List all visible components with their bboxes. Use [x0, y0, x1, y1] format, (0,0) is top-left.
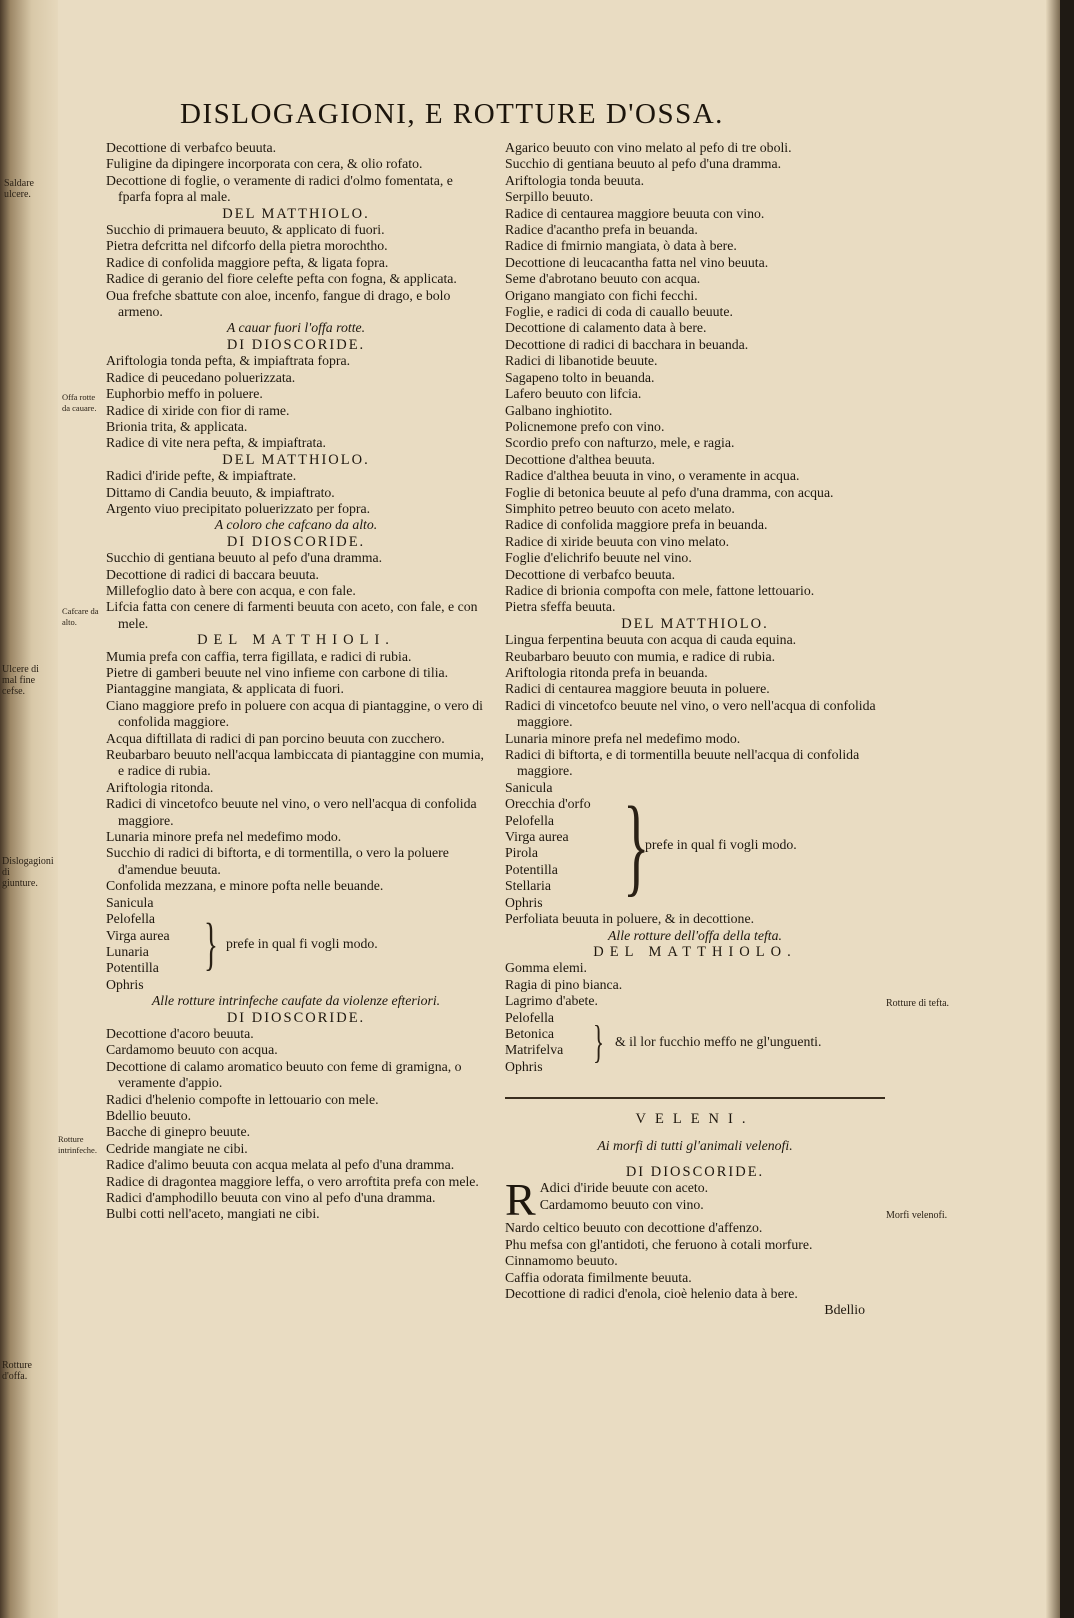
remedy-line: Argento viuo precipitato poluerizzato per fopra.: [106, 500, 371, 516]
herb-list: [505, 1010, 593, 1076]
remedy-line: Lifcia fatta con cenere di farmenti beuuta con aceto, con fale, e con mele.: [106, 599, 478, 631]
dropcap-paragraph: [505, 1174, 885, 1226]
remedy-line: Cardamomo beuuto con vino.: [539, 1196, 704, 1212]
remedy-line: Ariftologia tonda beuuta.: [505, 172, 645, 188]
remedy-line: Reubarbaro beuuto nell'acqua lambiccata di piantaggine con mumia, e radice di rubia.: [106, 747, 484, 779]
remedy-list: [106, 1026, 486, 1223]
remedy-line: Piantaggine mangiata, & applicata di fuori.: [106, 681, 344, 697]
remedy-line: Pirola: [505, 845, 538, 861]
remedy-line: Cedride mangiate ne cibi.: [106, 1140, 248, 1156]
remedy-list: [106, 550, 486, 632]
remedy-line: Pietre di gamberi beuute nel vino infieme con carbone di tilia.: [106, 665, 449, 680]
remedy-list: [505, 140, 885, 616]
herb-list: [106, 895, 204, 993]
remedy-line: Lunaria minore prefa nel medefimo modo.: [505, 730, 741, 746]
remedy-line: Radice d'althea beuuta in vino, o veramente in acqua.: [505, 468, 800, 484]
remedy-line: Serpillo beuuto.: [505, 189, 594, 205]
remedy-line: Radice di dragontea maggiore leffa, o vero arroftita prefa con mele.: [106, 1173, 479, 1189]
catchword: Bdellio: [824, 1302, 865, 1318]
remedy-line: Decottione di radici di bacchara in beuanda.: [505, 336, 749, 352]
remedy-line: Ophris: [505, 1058, 543, 1074]
remedy-list: [106, 222, 486, 320]
remedy-line: Pelofella: [505, 812, 555, 828]
remedy-line: Bacche di ginepro beuute.: [106, 1124, 251, 1140]
remedy-line: Phu mefsa con gl'antidoti, che feruono à cotali morfure.: [505, 1236, 813, 1252]
remedy-line: Radici di centaurea maggiore beuuta in poluere.: [505, 681, 770, 697]
brace-note: & il lor fucchio meffo ne gl'unguenti.: [615, 1034, 822, 1050]
remedy-line: Decottione di verbafco beuuta.: [505, 566, 676, 582]
remedy-line: Decottione di leucacantha fatta nel vino beuuta.: [505, 254, 769, 270]
remedy-line: Agarico beuuto con vino melato al pefo di tre oboli.: [505, 140, 792, 155]
remedy-line: Radici di vincetofco beuute nel vino, o vero nell'acqua di confolida maggiore.: [505, 697, 876, 730]
remedy-line: Caffia odorata fimilmente beuuta.: [505, 1269, 692, 1285]
remedy-line: Decottione d'acoro beuuta.: [106, 1025, 254, 1041]
page-edge: [1046, 0, 1060, 1618]
herb-list: [505, 780, 623, 911]
brace-glyph: }: [204, 910, 218, 976]
remedy-line: Radice di brionia compofta con mele, fattone lettouario.: [505, 582, 815, 598]
brace-note: prefe in qual fi vogli modo.: [645, 837, 797, 853]
brace-note: prefe in qual fi vogli modo.: [226, 935, 378, 951]
remedy-line: Succhio di radici di biftorta, e di tormentilla, o vero la poluere d'amendue beuuta.: [106, 845, 449, 877]
remedy-line: Matrifelva: [505, 1042, 564, 1058]
drop-capital: R: [505, 1174, 536, 1226]
remedy-line: Galbano inghiotito.: [505, 402, 613, 418]
section-heading: DEL MATTHIOLO.: [222, 451, 370, 468]
herb-brace-list: [505, 780, 885, 911]
remedy-line: Decottione di calamento data à bere.: [505, 320, 707, 336]
herb-brace-list: [505, 1010, 885, 1076]
subheading: Alle rotture intrinfeche caufate da violenze efteriori.: [151, 993, 441, 1009]
remedy-line: Radice di centaurea maggiore beuuta con vino.: [505, 205, 765, 221]
remedy-line: Radice di xiride beuuta con vino melato.: [505, 533, 730, 549]
section-heading: DEL MATTHIOLO.: [621, 615, 769, 632]
remedy-line: Lunaria minore prefa nel medefimo modo.: [106, 829, 342, 845]
right-column: [505, 140, 885, 1319]
remedy-line: Gomma elemi.: [505, 960, 587, 976]
remedy-line: Decottione di calamo aromatico beuuto con feme di gramigna, o veramente d'appio.: [106, 1058, 462, 1091]
remedy-line: Decottione di foglie, o veramente di radici d'olmo fomentata, e fparfa fopra al male.: [106, 172, 453, 205]
remedy-line: Ciano maggiore prefo in poluere con acqua di piantaggine, o vero di confolida maggiore.: [106, 697, 483, 730]
left-column: [106, 140, 486, 1223]
margin-note: Cafcare da alto.: [62, 606, 99, 627]
remedy-list: [505, 1220, 885, 1302]
remedy-line: Radice di fmirnio mangiata, ò data à bere.: [505, 238, 737, 254]
remedy-line: Brionia trita, & applicata.: [106, 418, 248, 434]
remedy-line: Radice di peucedano poluerizzata.: [106, 369, 296, 385]
remedy-line: Sagapeno tolto in beuanda.: [505, 369, 655, 385]
remedy-line: Decottione di radici di baccara beuuta.: [106, 566, 319, 582]
remedy-line: Decottione d'althea beuuta.: [505, 451, 655, 467]
remedy-line: Pietra sfeffa beuuta.: [505, 599, 616, 615]
section-rule: [505, 1097, 885, 1099]
remedy-line: Oua frefche sbattute con aloe, incenfo, fangue di drago, e bolo armeno.: [106, 287, 451, 320]
remedy-line: Ariftologia ritonda prefa in beuanda.: [505, 665, 708, 680]
remedy-line: Sanicula: [505, 779, 553, 795]
herb-brace-list: [106, 895, 486, 993]
remedy-line: Foglie, e radici di coda di cauallo beuute.: [505, 304, 733, 320]
remedy-line: Lafero beuuto con lifcia.: [505, 386, 642, 402]
remedy-line: Ariftologia tonda pefta, & impiaftrata fopra.: [106, 353, 351, 369]
remedy-list: [106, 140, 486, 206]
remedy-line: Radici d'helenio compofte in lettouario con mele.: [106, 1091, 379, 1107]
margin-note: Offa rotte da cauare.: [62, 392, 97, 413]
section-heading: DI DIOSCORIDE.: [226, 1009, 366, 1026]
remedy-line: Lingua ferpentina beuuta con acqua di cauda equina.: [505, 632, 797, 648]
remedy-line: Radice di confolida maggiore prefa in beuanda.: [505, 517, 768, 533]
remedy-line: Succhio di gentiana beuuto al pefo d'una dramma.: [505, 156, 782, 172]
remedy-line: Potentilla: [106, 960, 159, 976]
remedy-line: Adici d'iride beuute con aceto.: [539, 1180, 709, 1196]
remedy-line: Radice di confolida maggiore pefta, & ligata fopra.: [106, 254, 389, 270]
remedy-line: Cinnamomo beuuto.: [505, 1253, 618, 1269]
remedy-line: Scordio prefo con nafturzo, mele, e ragia.: [505, 435, 735, 451]
remedy-line: Perfoliata beuuta in poluere, & in decottione.: [505, 911, 755, 927]
remedy-line: Betonica: [505, 1025, 555, 1041]
remedy-line: Dittamo di Candia beuuto, & impiaftrato.: [106, 484, 335, 500]
section-heading: VELENI.: [635, 1111, 755, 1128]
remedy-line: Decottione di radici d'enola, cioè helenio data à bere.: [505, 1286, 798, 1301]
remedy-list: [505, 960, 885, 1009]
section-heading: DI DIOSCORIDE.: [226, 336, 366, 353]
remedy-line: Radice d'alimo beuuta con acqua melata al pefo d'una dramma.: [106, 1157, 455, 1173]
remedy-line: Potentilla: [505, 861, 558, 877]
remedy-line: Nardo celtico beuuto con decottione d'affenzo.: [505, 1220, 763, 1236]
remedy-line: Ophris: [106, 976, 144, 992]
remedy-line: Simphito petreo beuuto con aceto melato.: [505, 500, 735, 516]
remedy-list: [106, 353, 486, 451]
remedy-line: Virga aurea: [106, 927, 170, 943]
section-heading: DEL MATTHIOLO.: [593, 943, 797, 960]
remedy-line: Radici di biftorta, e di tormentilla beuute nell'acqua di confolida maggiore.: [505, 747, 860, 779]
remedy-line: Reubarbaro beuuto con mumia, e radice di rubia.: [505, 648, 776, 664]
brace-glyph: }: [593, 1016, 605, 1068]
remedy-line: Foglie di betonica beuute al pefo d'una dramma, con acqua.: [505, 484, 834, 500]
remedy-line: Ophris: [505, 894, 543, 910]
remedy-line: Radici di libanotide beuute.: [505, 353, 658, 369]
remedy-list: [505, 632, 885, 780]
subheading: A coloro che cafcano da alto.: [214, 517, 378, 533]
remedy-line: Pietra defcritta nel difcorfo della pietra morochtho.: [106, 238, 388, 254]
margin-note: Morfi velenofi.: [886, 1210, 948, 1221]
remedy-line: Succhio di gentiana beuuto al pefo d'una dramma.: [106, 550, 383, 566]
remedy-line: Fuligine da dipingere incorporata con cera, & olio rofato.: [106, 156, 423, 172]
remedy-line: Confolida mezzana, e minore pofta nelle beuande.: [106, 878, 384, 894]
margin-note: Saldare ulcere.: [4, 178, 34, 200]
section-heading: DEL MATTHIOLI.: [197, 632, 395, 649]
remedy-line: Pelofella: [505, 1009, 555, 1025]
remedy-line: Lunaria: [106, 943, 149, 959]
remedy-line: Radici d'iride pefte, & impiaftrate.: [106, 468, 297, 484]
subheading: Ai morfi di tutti gl'animali velenofi.: [597, 1137, 793, 1153]
remedy-line: Decottione di verbafco beuuta.: [106, 140, 277, 155]
section-heading: DI DIOSCORIDE.: [625, 1163, 765, 1180]
remedy-line: Radici di vincetofco beuute nel vino, o vero nell'acqua di confolida maggiore.: [106, 796, 477, 828]
page-header: DISLOGAGIONI, E ROTTURE D'OSSA.: [180, 98, 724, 130]
remedy-line: Seme d'abrotano beuuto con acqua.: [505, 271, 701, 287]
remedy-line: Radice di geranio del fiore celefte pefta con fogna, & applicata.: [106, 271, 457, 287]
margin-note: Dislogagioni di giunture.: [2, 856, 54, 889]
margin-note: Rotture di tefta.: [886, 998, 950, 1009]
remedy-line: Radici d'amphodillo beuuta con vino al pefo d'una dramma.: [106, 1190, 436, 1205]
remedy-line: Radice di xiride con fior di rame.: [106, 402, 290, 418]
remedy-line: Foglie d'elichrifo beuute nel vino.: [505, 550, 692, 566]
remedy-line: Radice di vite nera pefta, & impiaftrata.: [106, 435, 326, 451]
remedy-line: Bulbi cotti nell'aceto, mangiati ne cibi.: [106, 1206, 320, 1222]
section-heading: DEL MATTHIOLO.: [222, 205, 370, 222]
remedy-line: Cardamomo beuuto con acqua.: [106, 1042, 278, 1058]
remedy-line: Pelofella: [106, 911, 156, 927]
remedy-list: [505, 911, 885, 927]
remedy-line: Stellaria: [505, 878, 551, 894]
margin-note: Rotture intrinfeche.: [58, 1134, 97, 1155]
remedy-line: Euphorbio meffo in poluere.: [106, 386, 263, 402]
remedy-line: Millefoglio dato à bere con acqua, e con fale.: [106, 582, 356, 598]
remedy-line: Ragia di pino bianca.: [505, 976, 623, 992]
remedy-line: Policnemone prefo con vino.: [505, 418, 665, 434]
remedy-line: Bdellio beuuto.: [106, 1107, 192, 1123]
remedy-line: Origano mangiato con fichi fecchi.: [505, 287, 698, 303]
margin-note: Ulcere di mal fine cefse.: [2, 664, 39, 697]
subheading: A cauar fuori l'offa rotte.: [226, 320, 366, 336]
remedy-line: Virga aurea: [505, 829, 569, 845]
remedy-line: Sanicula: [106, 894, 154, 910]
brace-glyph: }: [623, 784, 650, 907]
remedy-line: Radice d'acantho prefa in beuanda.: [505, 222, 698, 238]
section-heading: DI DIOSCORIDE.: [226, 533, 366, 550]
remedy-line: Lagrimo d'abete.: [505, 993, 598, 1009]
remedy-list: [106, 649, 486, 895]
margin-note: Rotture d'offa.: [2, 1360, 32, 1382]
remedy-line: Ariftologia ritonda.: [106, 779, 214, 795]
remedy-list: [106, 468, 486, 517]
subheading: Alle rotture dell'offa della tefta.: [608, 927, 782, 943]
remedy-line: Mumia prefa con caffia, terra figillata, e radici di rubia.: [106, 648, 412, 664]
remedy-line: Succhio di primauera beuuto, & applicato di fuori.: [106, 222, 385, 238]
remedy-line: Orecchia d'orfo: [505, 796, 591, 812]
remedy-line: Acqua diftillata di radici di pan porcino beuuta con zucchero.: [106, 730, 445, 746]
